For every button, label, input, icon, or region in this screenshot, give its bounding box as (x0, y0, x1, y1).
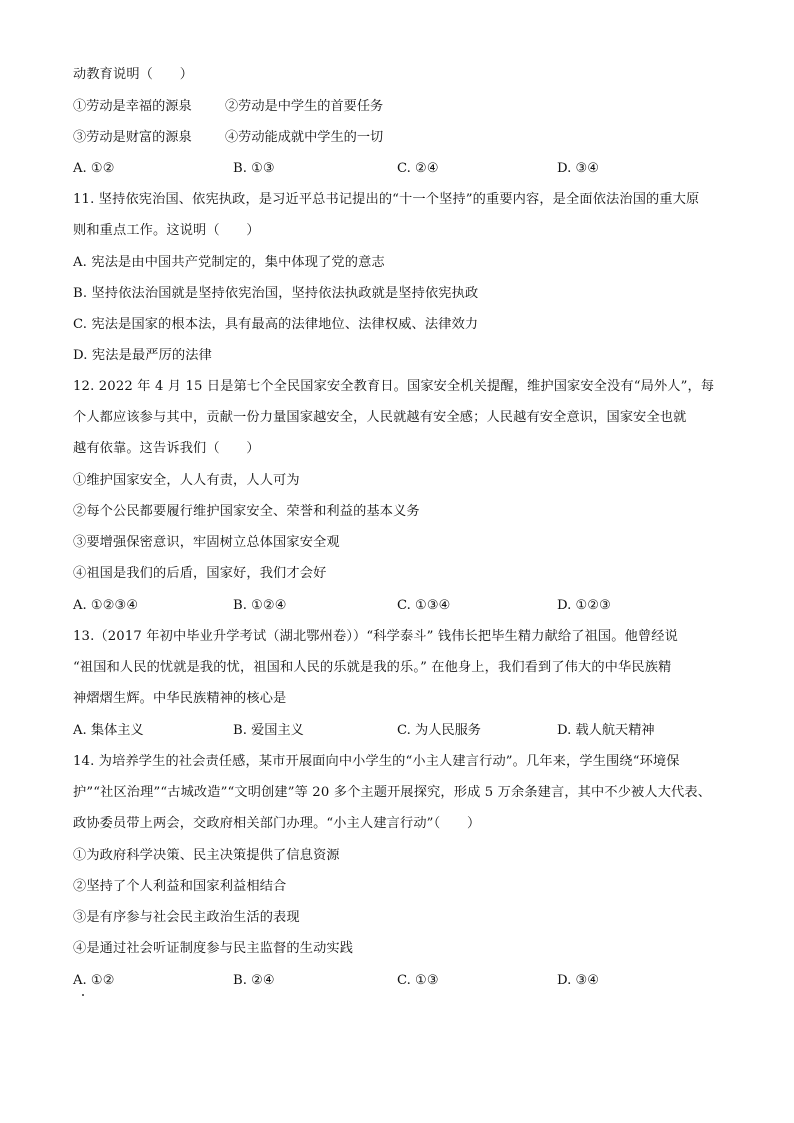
q11-option-b[interactable]: B. 坚持依法治国就是坚持依宪治国，坚持依法执政就是坚持依宪执政 (73, 286, 479, 301)
q12-statement-4: ④祖国是我们的后盾，国家好，我们才会好 (73, 566, 327, 581)
q12-option-a[interactable]: A. ①②③④ (73, 598, 139, 613)
q10-options (73, 159, 753, 179)
q14-option-b[interactable]: B. ②④ (233, 973, 275, 988)
q12-stem-line-3: 越有依靠。这告诉我们（ ） (73, 441, 260, 456)
q14-statement-4: ④是通过社会听证制度参与民主监督的生动实践 (73, 941, 354, 956)
q11-stem-line-1: 11. 坚持依宪治国、依宪执政，是习近平总书记提出的“十一个坚持”的重要内容，是全面依法治国的重大原 (73, 192, 700, 207)
q12-stem-line-2: 个人都应该参与其中，贡献一份力量国家越安全，人民就越有安全感；人民越有安全意识，国家安全也就 (73, 410, 687, 425)
q12-stem-line-1: 12. 2022 年 4 月 15 日是第七个全民国家安全教育日。国家安全机关提醒，维护国家安全没有“局外人”，每 (73, 379, 715, 394)
q11-option-d[interactable]: D. 宪法是最严厉的法律 (73, 348, 212, 363)
q14-option-d[interactable]: D. ③④ (557, 973, 600, 988)
q13-option-d[interactable]: D. 载人航天精神 (557, 723, 655, 738)
q14-statement-3: ③是有序参与社会民主政治生活的表现 (73, 910, 300, 925)
q10-option-b[interactable]: B. ①③ (233, 161, 275, 176)
q13-option-b[interactable]: B. 爱国主义 (233, 723, 304, 738)
q13-option-c[interactable]: C. 为人民服务 (397, 723, 481, 738)
q14-option-c[interactable]: C. ①③ (397, 973, 439, 988)
q11-stem-line-2: 则和重点工作。这说明（ ） (73, 223, 260, 238)
q14-option-a[interactable]: A. ①② (73, 973, 115, 988)
q14-statement-1: ①为政府科学决策、民主决策提供了信息资源 (73, 848, 340, 863)
q12-option-c[interactable]: C. ①③④ (397, 598, 451, 613)
q12-statement-3: ③要增强保密意识，牢固树立总体国家安全观 (73, 535, 340, 550)
q13-stem-line-2: “祖国和人民的忧就是我的忧，祖国和人民的乐就是我的乐。” 在他身上，我们看到了伟大的中华民族精 (73, 660, 672, 675)
q10-statement-3: ③劳动是财富的源泉 (73, 130, 192, 145)
q14-stem-line-1: 14. 为培养学生的社会责任感，某市开展面向中小学生的“小主人建言行动”。几年来，学生围绕“环境保 (73, 754, 680, 769)
q10-statement-2: ②劳动是中学生的首要任务 (225, 99, 384, 114)
q10-option-a[interactable]: A. ①② (73, 161, 115, 176)
q11-option-a[interactable]: A. 宪法是由中国共产党制定的，集中体现了党的意志 (73, 255, 385, 270)
q10-statements-row-2 (73, 128, 384, 148)
q10-statement-4: ④劳动能成就中学生的一切 (225, 130, 384, 145)
q13-options (73, 721, 753, 741)
q12-option-d[interactable]: D. ①②③ (557, 598, 611, 613)
q12-statement-1: ①维护国家安全，人人有责，人人可为 (73, 473, 300, 488)
stray-mark (82, 994, 84, 996)
q12-statement-2: ②每个公民都要履行维护国家安全、荣誉和利益的基本义务 (73, 504, 420, 519)
q13-option-a[interactable]: A. 集体主义 (73, 723, 144, 738)
q10-option-d[interactable]: D. ③④ (557, 161, 600, 176)
q10-option-c[interactable]: C. ②④ (397, 161, 439, 176)
q10-stem-continuation: 动教育说明（ ） (73, 67, 194, 82)
q10-statement-1: ①劳动是幸福的源泉 (73, 99, 192, 114)
q13-stem-line-1: 13.（2017 年初中毕业升学考试（湖北鄂州卷））“科学泰斗” 钱伟长把毕生精力献给了祖国。他曾经说 (73, 629, 678, 644)
q14-stem-line-2: 护”“社区治理”“古城改造”“文明创建”等 20 多个主题开展探究，形成 5 万余条建言，其中不少被人大代表、 (73, 785, 712, 800)
q14-stem-line-3: 政协委员带上两会，交政府相关部门办理。“小主人建言行动”（ ） (73, 816, 481, 831)
q13-stem-line-3: 神熠熠生辉。中华民族精神的核心是 (73, 691, 287, 706)
q11-option-c[interactable]: C. 宪法是国家的根本法，具有最高的法律地位、法律权威、法律效力 (73, 317, 479, 332)
q14-statement-2: ②坚持了个人利益和国家利益相结合 (73, 879, 287, 894)
q12-option-b[interactable]: B. ①②④ (233, 598, 287, 613)
q14-options (73, 971, 753, 991)
q10-statements-row-1 (73, 97, 384, 117)
q12-options (73, 596, 753, 616)
